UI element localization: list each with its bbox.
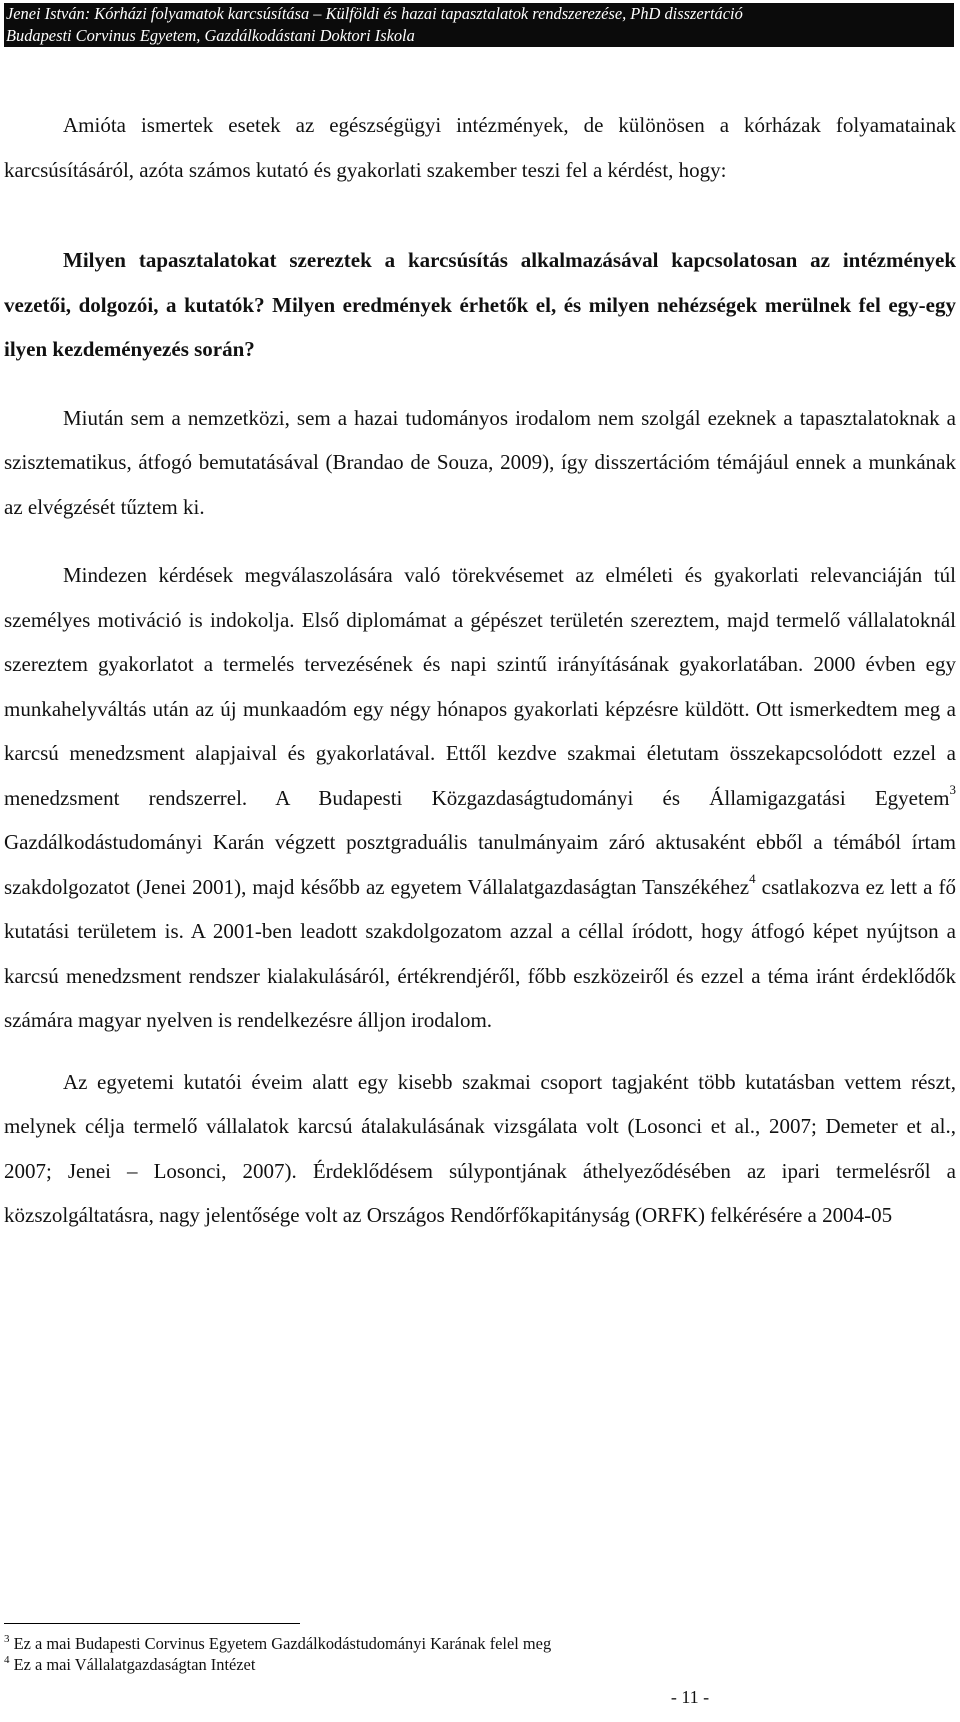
footnote-text: Ez a mai Budapesti Corvinus Egyetem Gazdálkodástudományi Karának felel meg [9,1634,552,1653]
page-number: - 11 - [670,1687,710,1707]
paragraph-text: csatlakozva ez lett a fő kutatási területem is. A 2001-ben leadott szakdolgozatom azzal a céllal íródott, hogy átfogó képet nyújtson a karcsú menedzsment rendszer kialakulásáról, értékrendjéről, főbb eszközeiről és ezzel a téma iránt érdeklődők számára magyar nyelven is rendelkezésre álljon irodalom. [4,874,956,1032]
footnote-4 [4,1654,954,1675]
paragraph-motivation: Miután sem a nemzetközi, sem a hazai tudományos irodalom nem szolgál ezeknek a tapasztalatoknak a szisztematikus, átfogó bemutatásával (Brandao de Souza, 2009), így disszertációm témájául ennek a munkának az elvégzését tűztem ki. [4,405,956,519]
paragraph-research-years: Az egyetemi kutatói éveim alatt egy kisebb szakmai csoport tagjaként több kutatásban vettem részt, melynek célja termelő vállalatok karcsú átalakulásának vizsgálata volt (Losonci et al., 2007; Demeter et al., 2007; Jenei – Losonci, 2007). Érdeklődésem súlypontjának áthelyeződésében az ipari termelésről a közszolgáltatásra, nagy jelentősége volt az Országos Rendőrfőkapitányság (ORFK) felkérésére a 2004-05 [4,1069,956,1227]
footnote-text: Ez a mai Vállalatgazdaságtan Intézet [9,1655,256,1674]
footnote-3 [4,1633,954,1654]
paragraph-intro: Amióta ismertek esetek az egészségügyi intézmények, de különösen a kórházak folyamatainak karcsúsításáról, azóta számos kutató és gyakorlati szakember teszi fel a kérdést, hogy: [4,113,956,182]
page-body [4,103,956,1238]
footnote-ref-4[interactable]: 4 [749,870,756,886]
header-line-2: Budapesti Corvinus Egyetem, Gazdálkodástani Doktori Iskola [6,26,415,45]
footnote-mark: 3 [4,1632,10,1645]
footnote-mark: 4 [4,1653,10,1666]
research-question: Milyen tapasztalatokat szereztek a karcsúsítás alkalmazásával kapcsolatosan az intézmények vezetői, dolgozói, a kutatók? Milyen eredmények érhetők el, és milyen nehézségek merülnek fel egy-egy ilyen kezdeményezés során? [4,248,956,361]
footnotes [4,1633,954,1675]
running-header [4,3,954,47]
paragraph-text: Mindezen kérdések megválaszolására való törekvésemet az elméleti és gyakorlati relevanciáján túl személyes motiváció is indokolja. Első diplomámat a gépészet területén szereztem, majd termelő vállalatoknál szereztem gyakorlatot a termelés tervezésének és napi szintű irányításának gyakorlatában. 2000 évben egy munkahelyváltás után az új munkaadóm egy négy hónapos gyakorlati képzésre küldött. Ott ismerkedtem meg a karcsú menedzsment alapjaival és gyakorlatával. Ettől kezdve szakmai életutam összekapcsolódott ezzel a menedzsment rendszerrel. A Budapesti Közgazdaságtudományi és Államigazgatási Egyetem [4,563,956,810]
footnote-ref-3[interactable]: 3 [949,781,956,797]
paragraph-text: Gazdálkodástudományi Karán végzett posztgraduális tanulmányaim záró aktusaként ebből a témából írtam szakdolgozatot (Jenei 2001), majd később az egyetem Vállalatgazdaságtan Tanszékéhez [4,830,956,899]
header-line-1: Jenei István: Kórházi folyamatok karcsúsítása – Külföldi és hazai tapasztalatok rendszerezése, PhD disszertáció [6,4,743,23]
paragraph-personal-motivation [4,553,956,1043]
footnote-divider [4,1623,300,1624]
